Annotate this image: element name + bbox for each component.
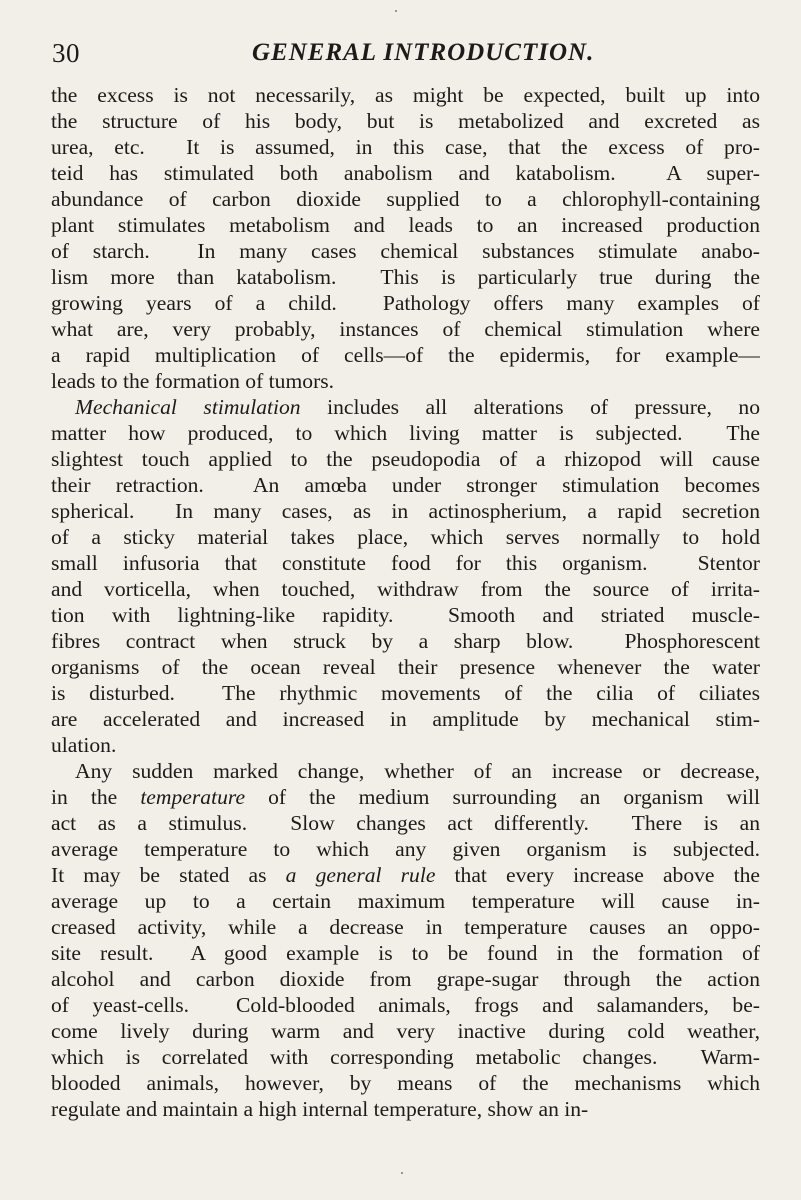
text-run: fibres contract when struck by a sharp blow. Phosphorescent <box>51 629 760 653</box>
text-run: matter how produced, to which living matter is subjected. The <box>51 421 760 445</box>
text-run: Any sudden marked change, whether of an increase or decrease, <box>75 759 760 783</box>
paragraph <box>51 758 760 1122</box>
text-run: a rapid multiplication of cells—of the epidermis, for example— <box>51 343 760 367</box>
print-speck <box>401 1172 403 1174</box>
text-line <box>51 550 760 576</box>
text-line <box>51 758 760 784</box>
text-line <box>51 368 760 394</box>
text-line <box>51 394 760 420</box>
text-run: of the medium surrounding an organism will <box>245 785 760 809</box>
text-line <box>51 1018 760 1044</box>
text-run: ulation. <box>51 733 117 757</box>
text-run: the excess is not necessarily, as might be expected, built up into <box>51 83 760 107</box>
text-run: teid has stimulated both anabolism and katabolism. A super- <box>51 161 760 185</box>
text-line <box>51 446 760 472</box>
text-line <box>51 498 760 524</box>
text-run: It may be stated as <box>51 863 286 887</box>
text-line <box>51 186 760 212</box>
text-run: alcohol and carbon dioxide from grape-sugar through the action <box>51 967 760 991</box>
page-number: 30 <box>52 38 80 68</box>
text-line <box>51 290 760 316</box>
text-run: leads to the formation of tumors. <box>51 369 335 393</box>
text-run: average up to a certain maximum temperature will cause in- <box>51 889 760 913</box>
text-run: small infusoria that constitute food for this organism. Stentor <box>51 551 760 575</box>
text-run: blooded animals, however, by means of the mechanisms which <box>51 1071 760 1095</box>
text-run: creased activity, while a decrease in temperature causes an oppo- <box>51 915 760 939</box>
text-line <box>51 888 760 914</box>
text-run: slightest touch applied to the pseudopodia of a rhizopod will cause <box>51 447 760 471</box>
text-run: of starch. In many cases chemical substances stimulate anabo- <box>51 239 760 263</box>
text-line <box>51 940 760 966</box>
text-run: of a sticky material takes place, which serves normally to hold <box>51 525 760 549</box>
text-line <box>51 784 760 810</box>
text-run: site result. A good example is to be found in the formation of <box>51 941 760 965</box>
text-line <box>51 680 760 706</box>
italic-run: Mechanical stimulation <box>75 395 301 419</box>
text-line <box>51 654 760 680</box>
text-line <box>51 1070 760 1096</box>
text-run: come lively during warm and very inactive during cold weather, <box>51 1019 760 1043</box>
text-run: their retraction. An amœba under stronger stimulation becomes <box>51 473 760 497</box>
text-run: growing years of a child. Pathology offers many examples of <box>51 291 760 315</box>
text-line <box>51 134 760 160</box>
text-line <box>51 810 760 836</box>
paragraph <box>51 82 760 394</box>
text-run: which is correlated with corresponding metabolic changes. Warm- <box>51 1045 760 1069</box>
text-run: average temperature to which any given organism is subjected. <box>51 837 760 861</box>
text-run: includes all alterations of pressure, no <box>300 395 760 419</box>
text-run: the structure of his body, but is metabolized and excreted as <box>51 109 760 133</box>
text-run: lism more than katabolism. This is particularly true during the <box>51 265 760 289</box>
text-line <box>51 472 760 498</box>
text-line <box>51 238 760 264</box>
text-run: and vorticella, when touched, withdraw from the source of irrita- <box>51 577 760 601</box>
text-run: tion with lightning-like rapidity. Smooth and striated muscle- <box>51 603 760 627</box>
italic-run: a general rule <box>285 863 436 887</box>
text-run: regulate and maintain a high internal temperature, show an in- <box>51 1097 589 1121</box>
text-line <box>51 836 760 862</box>
text-line <box>51 82 760 108</box>
text-run: are accelerated and increased in amplitude by mechanical stim- <box>51 707 760 731</box>
text-run: in the <box>51 785 141 809</box>
text-line <box>51 992 760 1018</box>
text-line <box>51 1096 760 1122</box>
text-line <box>51 602 760 628</box>
text-line <box>51 914 760 940</box>
running-head: GENERAL INTRODUCTION. <box>252 39 595 66</box>
text-run: that every increase above the <box>435 863 760 887</box>
text-line <box>51 576 760 602</box>
text-line <box>51 628 760 654</box>
text-run: what are, very probably, instances of chemical stimulation where <box>51 317 760 341</box>
paragraph <box>51 394 760 758</box>
text-run: is disturbed. The rhythmic movements of the cilia of ciliates <box>51 681 760 705</box>
text-run: act as a stimulus. Slow changes act differently. There is an <box>51 811 760 835</box>
italic-run: temperature <box>140 785 246 809</box>
text-line <box>51 1044 760 1070</box>
page-header <box>52 38 760 74</box>
text-line <box>51 706 760 732</box>
text-line <box>51 264 760 290</box>
text-line <box>51 108 760 134</box>
text-line <box>51 212 760 238</box>
text-run: urea, etc. It is assumed, in this case, that the excess of pro- <box>51 135 760 159</box>
text-run: spherical. In many cases, as in actinospherium, a rapid secretion <box>51 499 760 523</box>
text-run: of yeast-cells. Cold-blooded animals, frogs and salamanders, be- <box>51 993 760 1017</box>
text-line <box>51 524 760 550</box>
text-run: plant stimulates metabolism and leads to an increased production <box>51 213 760 237</box>
text-line <box>51 966 760 992</box>
text-run: abundance of carbon dioxide supplied to a chlorophyll-containing <box>51 187 760 211</box>
text-line <box>51 732 760 758</box>
text-line <box>51 160 760 186</box>
print-speck <box>395 10 397 12</box>
text-line <box>51 862 760 888</box>
text-line <box>51 420 760 446</box>
text-line <box>51 316 760 342</box>
body-text <box>51 82 760 1122</box>
text-run: organisms of the ocean reveal their presence whenever the water <box>51 655 760 679</box>
text-line <box>51 342 760 368</box>
